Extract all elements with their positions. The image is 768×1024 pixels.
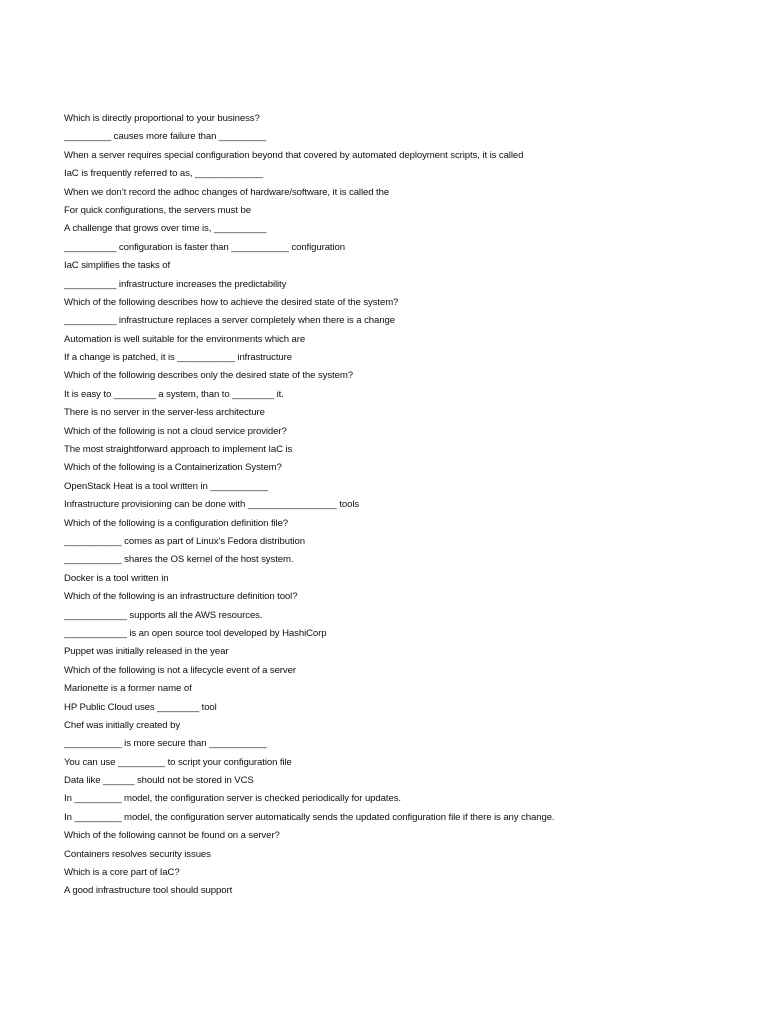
question-line: Which is a core part of IaC? bbox=[64, 867, 180, 879]
question-line: You can use _________ to script your configuration file bbox=[64, 756, 292, 768]
question-line: The most straightforward approach to implement IaC is bbox=[64, 444, 293, 456]
question-line: A challenge that grows over time is, __________ bbox=[64, 223, 267, 235]
question-line: Which of the following cannot be found on a server? bbox=[64, 830, 280, 842]
question-line: Which of the following is a Containerization System? bbox=[64, 462, 282, 474]
question-line: Which of the following is not a cloud service provider? bbox=[64, 425, 287, 437]
question-line: IaC is frequently referred to as, _____________ bbox=[64, 168, 264, 180]
question-line: Marionette is a former name of bbox=[64, 683, 192, 695]
question-line: Puppet was initially released in the year bbox=[64, 646, 229, 658]
question-line: ___________ shares the OS kernel of the host system. bbox=[64, 554, 294, 566]
question-line: Which of the following describes how to achieve the desired state of the system? bbox=[64, 296, 399, 308]
question-line: IaC simplifies the tasks of bbox=[64, 260, 171, 272]
question-line: ___________ is more secure than ___________ bbox=[64, 738, 267, 750]
question-line: Chef was initially created by bbox=[64, 719, 181, 731]
question-line: Docker is a tool written in bbox=[64, 572, 169, 584]
question-list bbox=[64, 110, 754, 901]
question-line: When a server requires special configuration beyond that covered by automated deployment scripts, it is called bbox=[64, 149, 524, 161]
question-line: A good infrastructure tool should support bbox=[64, 885, 233, 897]
question-line: ____________ is an open source tool developed by HashiCorp bbox=[64, 627, 327, 639]
question-line: __________ infrastructure increases the predictability bbox=[64, 278, 287, 290]
question-line: __________ configuration is faster than ___________ configuration bbox=[64, 241, 346, 253]
question-line: Infrastructure provisioning can be done with _________________ tools bbox=[64, 499, 360, 511]
question-line: _________ causes more failure than _________ bbox=[64, 131, 267, 143]
question-line: ___________ comes as part of Linux's Fedora distribution bbox=[64, 535, 306, 547]
question-line: When we don’t record the adhoc changes of hardware/software, it is called the bbox=[64, 186, 390, 198]
question-line: Which of the following is a configuration definition file? bbox=[64, 517, 289, 529]
question-line: OpenStack Heat is a tool written in ___________ bbox=[64, 480, 268, 492]
question-line: In _________ model, the configuration server automatically sends the updated configuration file if there is any change. bbox=[64, 811, 555, 823]
question-line: Which of the following describes only the desired state of the system? bbox=[64, 370, 353, 382]
question-line: __________ infrastructure replaces a server completely when there is a change bbox=[64, 315, 395, 327]
question-line: There is no server in the server-less architecture bbox=[64, 407, 265, 419]
question-line: If a change is patched, it is ___________ infrastructure bbox=[64, 352, 292, 364]
question-line: Which of the following is an infrastructure definition tool? bbox=[64, 591, 298, 603]
question-line: It is easy to ________ a system, than to ________ it. bbox=[64, 388, 284, 400]
question-line: HP Public Cloud uses ________ tool bbox=[64, 701, 217, 713]
question-line: For quick configurations, the servers must be bbox=[64, 204, 251, 216]
question-line: In _________ model, the configuration server is checked periodically for updates. bbox=[64, 793, 401, 805]
question-line: Data like ______ should not be stored in VCS bbox=[64, 775, 254, 787]
question-line: Which is directly proportional to your business? bbox=[64, 113, 260, 124]
question-line: Automation is well suitable for the environments which are bbox=[64, 333, 306, 345]
question-line: Containers resolves security issues bbox=[64, 848, 211, 860]
question-line: ____________ supports all the AWS resources. bbox=[64, 609, 263, 621]
question-line: Which of the following is not a lifecycle event of a server bbox=[64, 664, 296, 676]
